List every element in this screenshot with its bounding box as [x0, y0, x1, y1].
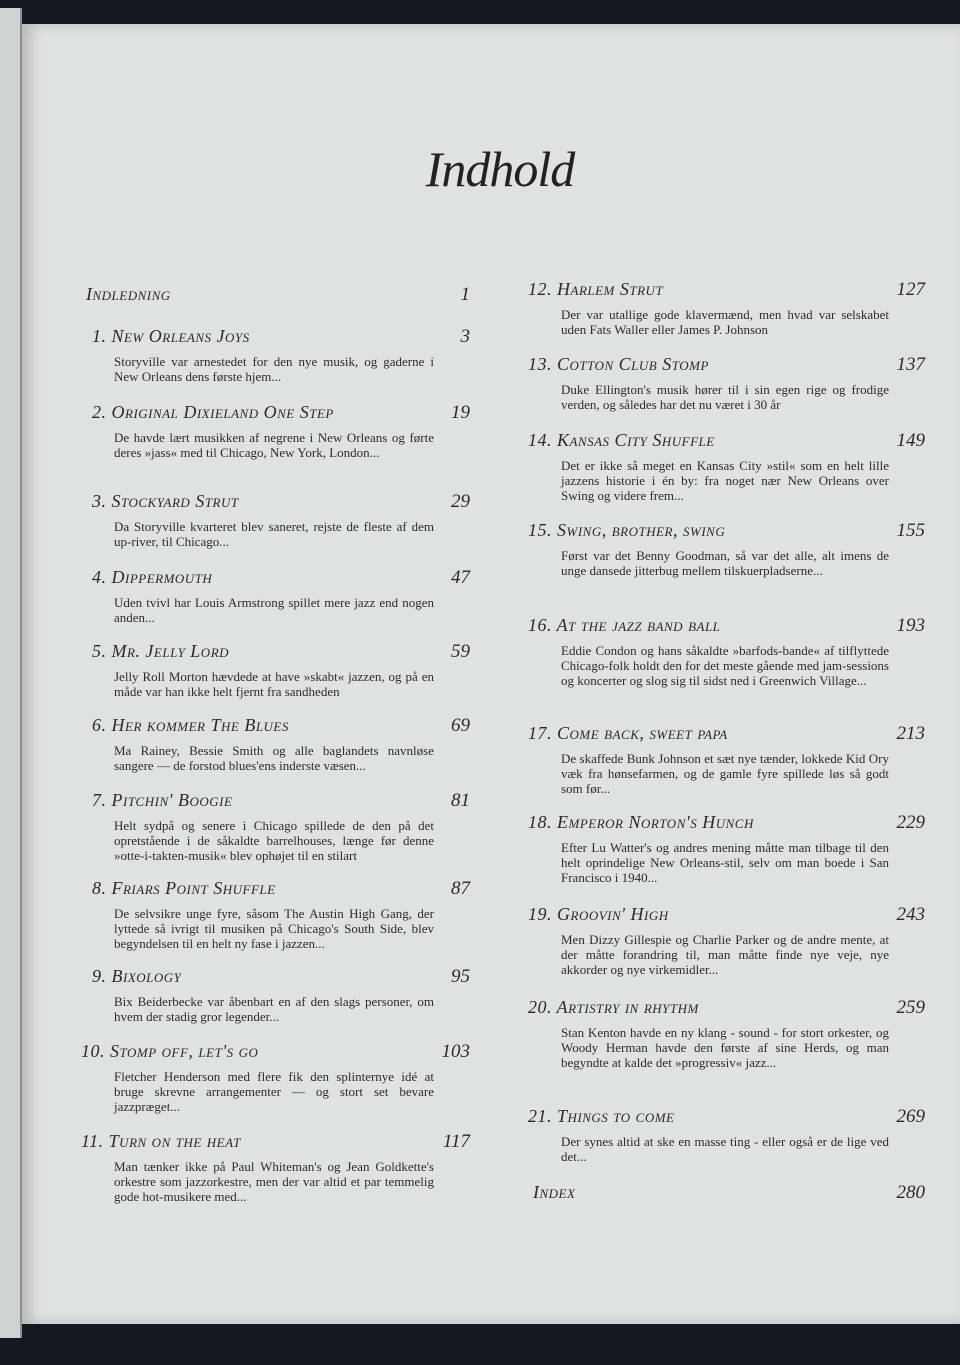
chapter-title: 14. Kansas City Shuffle — [528, 430, 715, 450]
toc-entry-heading — [533, 1182, 925, 1208]
chapter-title: 2. Original Dixieland One Step — [92, 402, 334, 422]
page-number: 87 — [451, 878, 470, 899]
chapter-description: Helt sydpå og senere i Chicago spillede de den på det opretstående i de såkaldte barrelhouses, længe før denne »otte-i-takten-musik« blev ophøjet til en stilart — [114, 818, 434, 863]
chapter-title: 1. New Orleans Joys — [92, 326, 250, 346]
toc-entry-heading — [86, 878, 470, 904]
chapter-description: Først var det Benny Goodman, så var det alle, alt imens de unge dansede jitterbug mellem tilskuerpladserne... — [561, 548, 889, 578]
toc-entry — [86, 966, 470, 1024]
page-number: 69 — [451, 715, 470, 736]
chapter-title: 11. Turn on the heat — [81, 1131, 241, 1151]
chapter-description: Det er ikke så meget en Kansas City »stil« som en helt lille jazzens historie i én by: fra noget nær New Orleans over Swing og videre frem... — [561, 458, 889, 503]
toc-entry — [86, 326, 470, 384]
chapter-description: De skaffede Bunk Johnson et sæt nye tænder, lokkede Kid Ory væk fra hønsefarmen, og de gamle fyre spillede løs så godt som før... — [561, 751, 889, 796]
chapter-description: Stan Kenton havde en ny klang - sound - for stort orkester, og Woody Herman havde den første af sine Herds, og man begyndte at kalde det »progressiv« jazz... — [561, 1025, 889, 1070]
toc-entry-heading — [528, 812, 925, 838]
page-number: 103 — [441, 1041, 470, 1062]
page-number: 269 — [896, 1106, 925, 1127]
toc-entry — [528, 520, 925, 578]
toc-entry — [86, 790, 470, 863]
page-number: 19 — [451, 402, 470, 423]
toc-entry — [528, 354, 925, 412]
chapter-title: 6. Her kommer The Blues — [92, 715, 289, 735]
toc-entry-heading — [86, 491, 470, 517]
page-number: 280 — [896, 1182, 925, 1203]
chapter-title: 21. Things to come — [528, 1106, 675, 1126]
page-number: 1 — [460, 284, 470, 305]
chapter-title: 15. Swing, brother, swing — [528, 520, 726, 540]
chapter-title: 20. Artistry in rhythm — [528, 997, 699, 1017]
facing-page-edge — [0, 8, 22, 1338]
chapter-description: Man tænker ikke på Paul Whiteman's og Jean Goldkette's orkestre som jazzorkestre, men der var altid et par temmelig gode hot-musikere med... — [114, 1159, 434, 1204]
chapter-title: 5. Mr. Jelly Lord — [92, 641, 230, 661]
chapter-description: Fletcher Henderson med flere fik den splinternye idé at bruge skrevne arrangementer — og stort set bevare jazzpræget... — [114, 1069, 434, 1114]
toc-entry-heading — [86, 567, 470, 593]
page-number: 117 — [442, 1131, 470, 1152]
chapter-title: 3. Stockyard Strut — [92, 491, 239, 511]
page-number: 259 — [896, 997, 925, 1018]
page-number: 149 — [896, 430, 925, 451]
toc-entry-heading — [528, 1106, 925, 1132]
toc-entry-heading — [86, 715, 470, 741]
page-number: 81 — [451, 790, 470, 811]
chapter-description: Efter Lu Watter's og andres mening måtte man tilbage til den helt oprindelige New Orleans-stil, selv om man boede i San Francisco i 1940... — [561, 840, 889, 885]
chapter-description: De havde lært musikken af negrene i New Orleans og førte deres »jass« med til Chicago, New York, London... — [114, 430, 434, 460]
page-number: 193 — [896, 615, 925, 636]
chapter-title: Index — [533, 1182, 576, 1202]
toc-entry-heading — [528, 904, 925, 930]
toc-entry-heading — [86, 402, 470, 428]
toc-entry-heading — [528, 354, 925, 380]
toc-entry — [528, 430, 925, 503]
page-number: 59 — [451, 641, 470, 662]
chapter-title: 17. Come back, sweet papa — [528, 723, 728, 743]
page-number: 243 — [896, 904, 925, 925]
toc-entry — [528, 997, 925, 1070]
toc-entry-heading — [528, 997, 925, 1023]
page-number: 3 — [460, 326, 470, 347]
chapter-title: 9. Bixology — [92, 966, 182, 986]
page-number: 29 — [451, 491, 470, 512]
toc-entry-heading — [86, 641, 470, 667]
toc-entry — [528, 615, 925, 688]
page-number: 155 — [896, 520, 925, 541]
chapter-description: Storyville var arnestedet for den nye musik, og gaderne i New Orleans dens første hjem... — [114, 354, 434, 384]
toc-entry-heading — [86, 966, 470, 992]
toc-entry — [528, 904, 925, 977]
page-number: 47 — [451, 567, 470, 588]
toc-entry — [86, 715, 470, 773]
chapter-description: Duke Ellington's musik hører til i sin egen rige og frodige verden, og således har det nu været i 30 år — [561, 382, 889, 412]
chapter-title: 7. Pitchin' Boogie — [92, 790, 233, 810]
chapter-description: Bix Beiderbecke var åbenbart en af den slags personer, om hvem der stadig gror legender... — [114, 994, 434, 1024]
chapter-title: 16. At the jazz band ball — [528, 615, 721, 635]
page-number: 137 — [896, 354, 925, 375]
chapter-description: Der synes altid at ske en masse ting - eller også er de lige ved det... — [561, 1134, 889, 1164]
toc-entry-heading — [528, 723, 925, 749]
chapter-description: De selvsikre unge fyre, såsom The Austin High Gang, der lyttede så ivrigt til musiken på Chicago's South Side, blev begyndelsen til en helt ny fase i jazzen... — [114, 906, 434, 951]
toc-entry — [86, 402, 470, 460]
toc-entry-heading — [81, 1131, 470, 1157]
chapter-description: Eddie Condon og hans såkaldte »barfods-bande« af tilflyttede Chicago-folk holdt den for det meste gående med jam-sessions og koncerter og slog sig til sidst ned i Greenwich Village... — [561, 643, 889, 688]
toc-entry — [86, 878, 470, 951]
page-number: 127 — [896, 279, 925, 300]
toc-entry-heading — [528, 430, 925, 456]
chapter-title: 13. Cotton Club Stomp — [528, 354, 709, 374]
chapter-title: 19. Groovin' High — [528, 904, 669, 924]
chapter-description: Der var utallige gode klavermænd, men hvad var selskabet uden Fats Waller eller James P. Johnson — [561, 307, 889, 337]
chapter-description: Men Dizzy Gillespie og Charlie Parker og de andre mente, at der måtte forandring til, man måtte finde nye veje, nye akkorder og nye virkemidler... — [561, 932, 889, 977]
toc-entry — [86, 641, 470, 699]
toc-entry-heading — [86, 284, 470, 310]
toc-entry — [533, 1182, 925, 1208]
toc-entry — [528, 279, 925, 337]
toc-entry — [528, 812, 925, 885]
toc-entry — [81, 1131, 470, 1204]
chapter-title: 18. Emperor Norton's Hunch — [528, 812, 754, 832]
chapter-title: 12. Harlem Strut — [528, 279, 664, 299]
toc-entry — [86, 284, 470, 310]
chapter-title: 10. Stomp off, let's go — [81, 1041, 259, 1061]
toc-entry-heading — [528, 279, 925, 305]
chapter-description: Da Storyville kvarteret blev saneret, rejste de fleste af dem up-river, til Chicago... — [114, 519, 434, 549]
chapter-description: Ma Rainey, Bessie Smith og alle baglandets navnløse sangere — de forstod blues'ens inderste væsen... — [114, 743, 434, 773]
toc-entry — [528, 723, 925, 796]
toc-entry-heading — [81, 1041, 470, 1067]
page-number: 229 — [896, 812, 925, 833]
page-number: 213 — [896, 723, 925, 744]
toc-entry-heading — [528, 520, 925, 546]
toc-entry — [86, 491, 470, 549]
page-number: 95 — [451, 966, 470, 987]
toc-entry-heading — [86, 790, 470, 816]
page-title: Indhold — [425, 141, 575, 197]
chapter-title: Indledning — [86, 284, 171, 304]
chapter-title: 4. Dippermouth — [92, 567, 213, 587]
chapter-description: Jelly Roll Morton hævdede at have »skabt« jazzen, og på en måde var han ikke helt fjernt fra sandheden — [114, 669, 434, 699]
chapter-description: Uden tvivl har Louis Armstrong spillet mere jazz end nogen anden... — [114, 595, 434, 625]
toc-entry — [86, 567, 470, 625]
toc-entry — [528, 1106, 925, 1164]
toc-entry-heading — [528, 615, 925, 641]
chapter-title: 8. Friars Point Shuffle — [92, 878, 276, 898]
toc-entry-heading — [86, 326, 470, 352]
toc-entry — [81, 1041, 470, 1114]
